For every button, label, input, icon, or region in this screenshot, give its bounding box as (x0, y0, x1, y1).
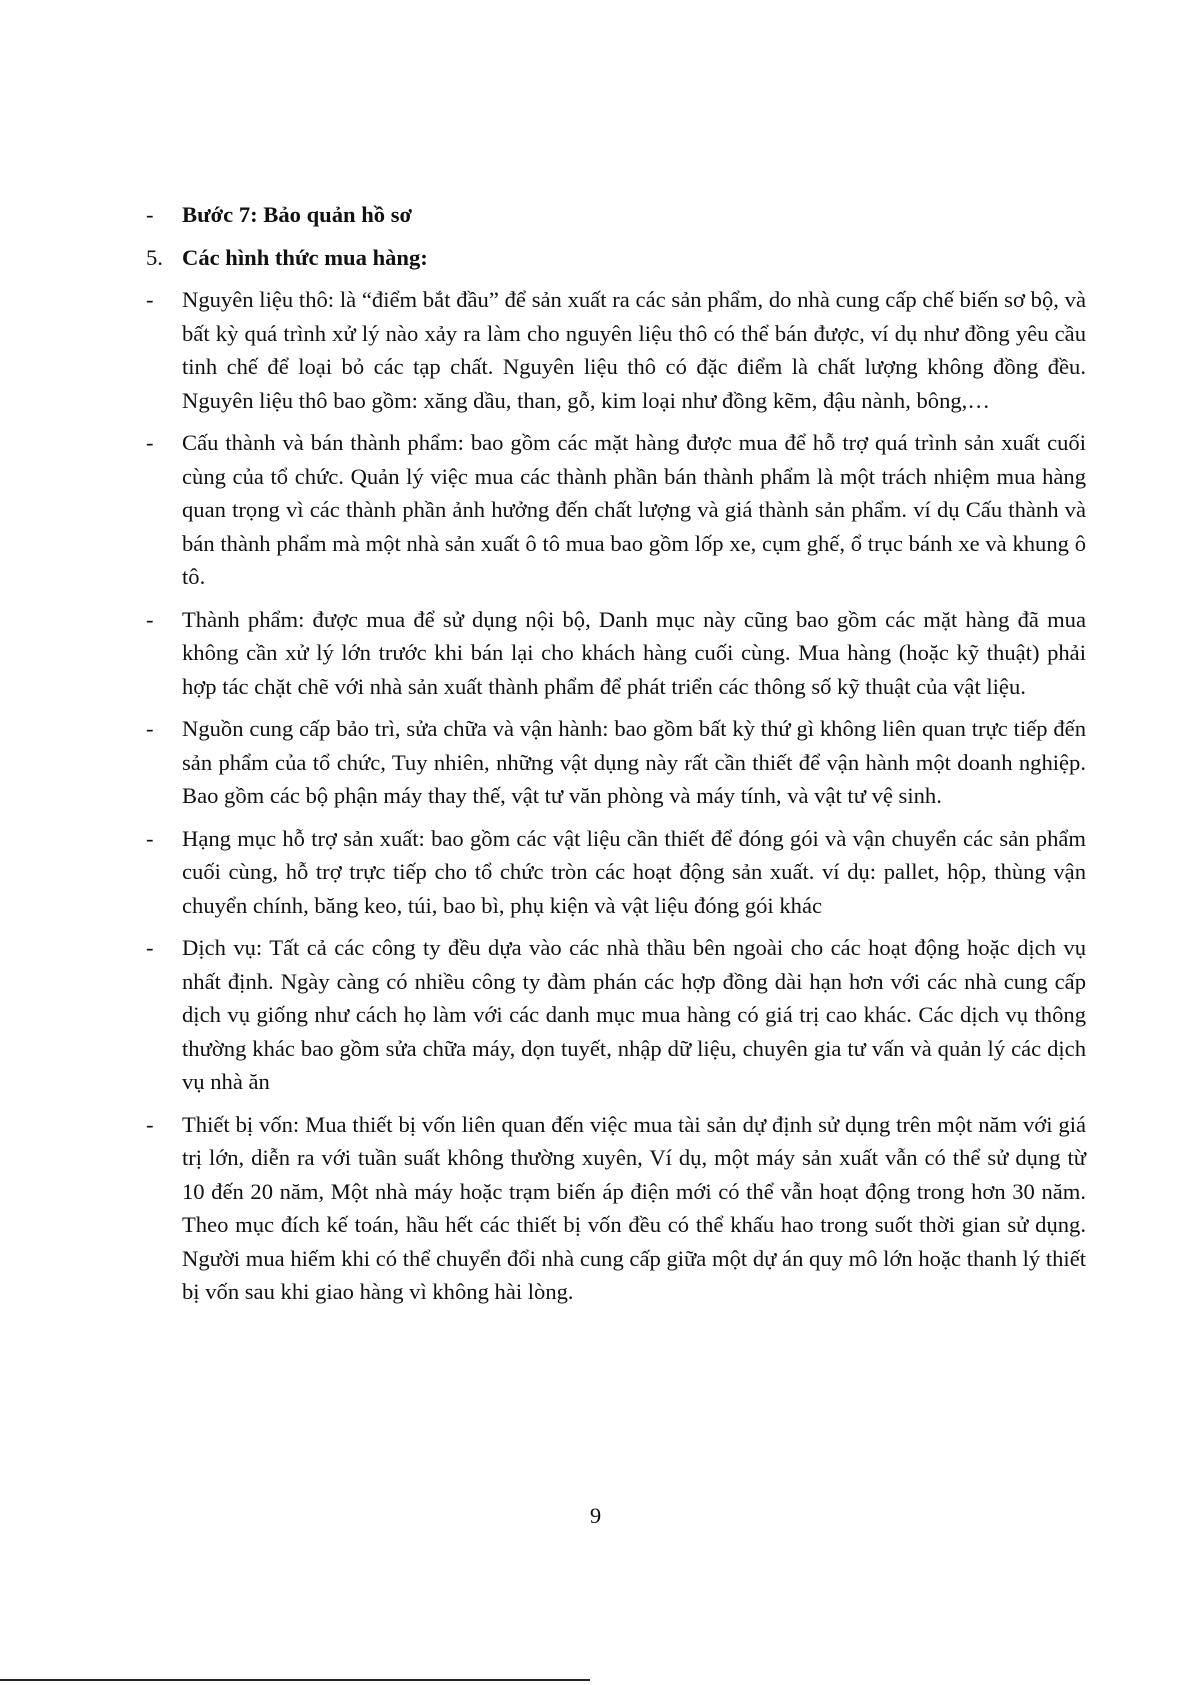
list-item-text: Nguồn cung cấp bảo trì, sửa chữa và vận hành: bao gồm bất kỳ thứ gì không liên quan trực tiếp đến sản phẩm của tổ chức, Tuy nhiên, những vật dụng này rất cần thiết để vận hành một doanh nghiệp. Bao gồm các bộ phận máy thay thế, vật tư văn phòng và máy tính, và vật tư vệ sinh. (182, 716, 1086, 808)
list-dash: - (146, 825, 154, 851)
list-dash: - (146, 606, 154, 632)
list-item-text: Thành phẩm: được mua để sử dụng nội bộ, Danh mục này cũng bao gồm các mặt hàng đã mua không cần xử lý lớn trước khi bán lại cho khách hàng cuối cùng. Mua hàng (hoặc kỹ thuật) phải hợp tác chặt chẽ với nhà sản xuất thành phẩm để phát triển các thông số kỹ thuật của vật liệu. (182, 606, 1086, 699)
list-item-production-support (146, 822, 1086, 923)
list-item-text: Hạng mục hỗ trợ sản xuất: bao gồm các vật liệu cần thiết để đóng gói và vận chuyển các sản phẩm cuối cùng, hỗ trợ trực tiếp cho tổ chức tròn các hoạt động sản xuất. ví dụ: pallet, hộp, thùng vận chuyển chính, băng keo, túi, bao bì, phụ kiện và vật liệu đóng gói khác (182, 825, 1086, 918)
list-item-capital-equipment (146, 1108, 1086, 1309)
list-dash: - (146, 1111, 154, 1137)
list-dash: - (146, 935, 154, 960)
list-item-text: Thiết bị vốn: Mua thiết bị vốn liên quan đến việc mua tài sản dự định sử dụng trên một năm với giá trị lớn, diễn ra với tuần suất không thường xuyên, Ví dụ, một máy sản xuất vẫn có thể sử dụng từ 10 đến 20 năm, Một nhà máy hoặc trạm biến áp điện mới có thể vẫn hoạt động trong hơn 30 năm. Theo mục đích kế toán, hầu hết các thiết bị vốn đều có thể khấu hao trong suốt thời gian sử dụng. Người mua hiếm khi có thể chuyển đổi nhà cung cấp giữa một dự án quy mô lớn hoặc thanh lý thiết bị vốn sau khi giao hàng vì không hài lòng. (182, 1111, 1086, 1304)
section-5-heading (146, 241, 1086, 275)
list-item-finished-goods (146, 603, 1086, 704)
list-dash: - (146, 716, 154, 741)
heading-text: Các hình thức mua hàng: (182, 244, 428, 270)
list-item-text: Nguyên liệu thô: là “điểm bắt đầu” để sản xuất ra các sản phẩm, do nhà cung cấp chế biến sơ bộ, và bất kỳ quá trình xử lý nào xảy ra làm cho nguyên liệu thô có thể bán được, ví dụ như đồng yêu cầu tinh chế để loại bỏ các tạp chất. Nguyên liệu thô có đặc điểm là chất lượng không đồng đều. Nguyên liệu thô bao gồm: xăng dầu, than, gỗ, kim loại như đồng kẽm, đậu nành, bông,… (182, 287, 1086, 413)
list-dash: - (146, 202, 154, 227)
list-item-text: Cấu thành và bán thành phẩm: bao gồm các mặt hàng được mua để hỗ trợ quá trình sản xuất cuối cùng của tổ chức. Quản lý việc mua các thành phần bán thành phẩm là một trách nhiệm mua hàng quan trọng vì các thành phần ảnh hưởng đến chất lượng và giá thành sản phẩm. ví dụ Cấu thành và bán thành phẩm mà một nhà sản xuất ô tô mua bao gồm lốp xe, cụm ghế, ổ trục bánh xe và khung ô tô. (182, 430, 1086, 589)
list-dash: - (146, 430, 154, 455)
list-item-components (146, 426, 1086, 594)
page-number: 9 (589, 1503, 602, 1528)
list-item-mro-supplies (146, 712, 1086, 813)
heading-text: Bước 7: Bảo quản hồ sơ (182, 202, 413, 227)
list-item-raw-materials (146, 283, 1086, 417)
list-item-text: Dịch vụ: Tất cả các công ty đều dựa vào các nhà thầu bên ngoài cho các hoạt động hoặc dịch vụ nhất định. Ngày càng có nhiều công ty đàm phán các hợp đồng dài hạn hơn với các nhà cung cấp dịch vụ giống như cách họ làm với các danh mục mua hàng có giá trị cao khác. Các dịch vụ thông thường khác bao gồm sửa chữa máy, dọn tuyết, nhập dữ liệu, chuyên gia tư vấn và quản lý các dịch vụ nhà ăn (182, 935, 1086, 1094)
list-dash: - (146, 287, 154, 312)
list-item-services (146, 931, 1086, 1099)
page-content (146, 198, 1086, 1318)
section-number: 5. (146, 244, 163, 270)
bottom-divider (0, 1679, 590, 1681)
step-7-heading (146, 198, 1086, 232)
